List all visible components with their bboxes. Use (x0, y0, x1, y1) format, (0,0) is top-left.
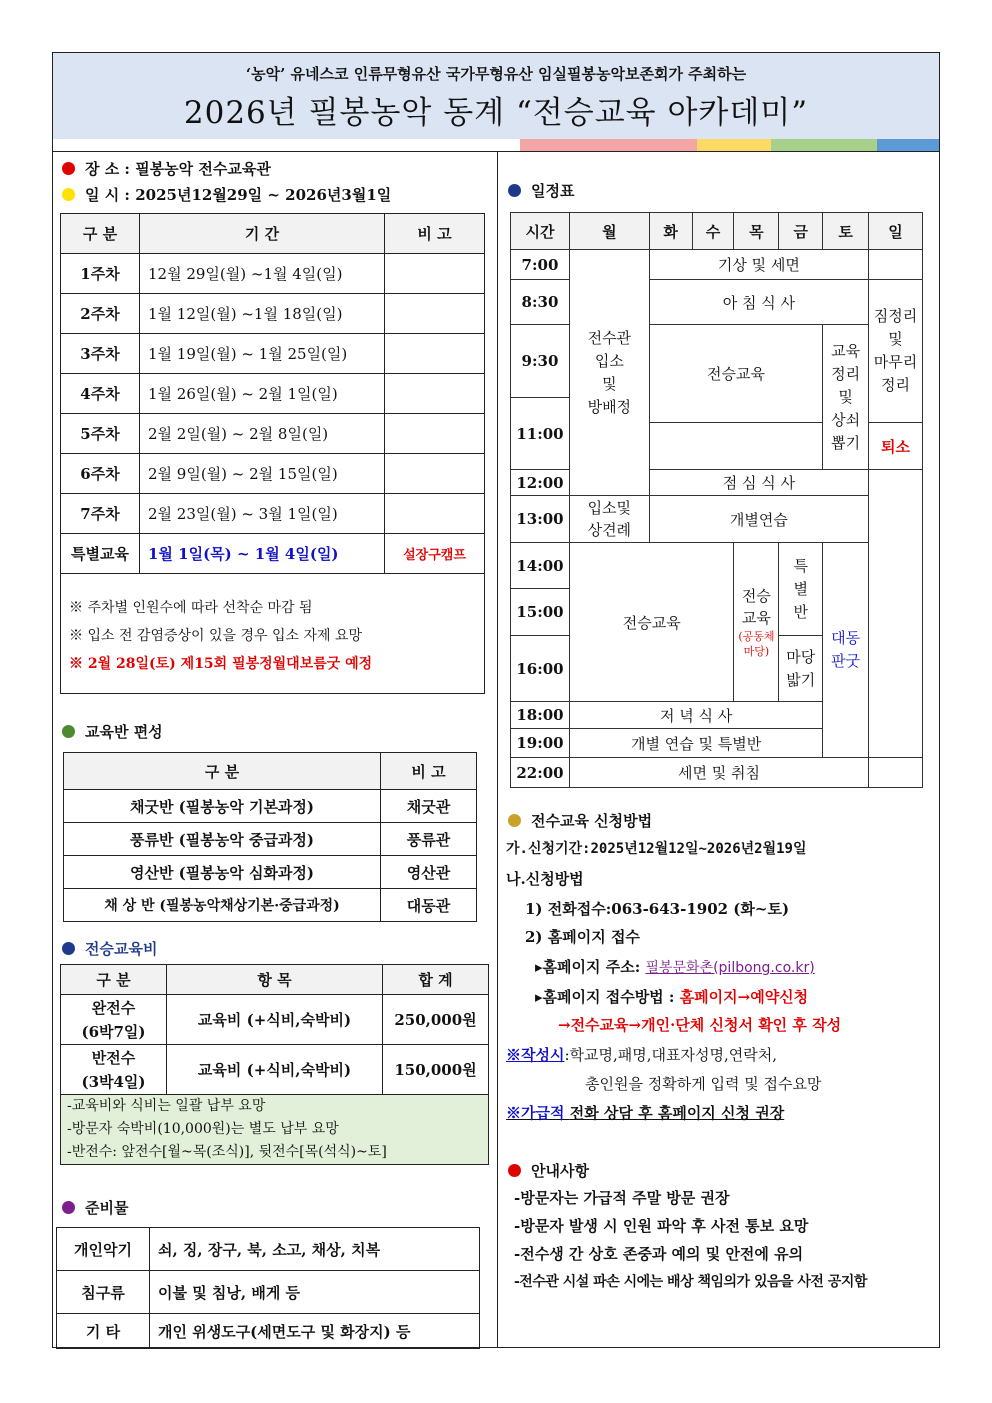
fee-notes (61, 1095, 489, 1165)
note-line: ※ 주차별 인원수에 따라 선착순 마감 됨 (69, 600, 313, 616)
fee-title-text: 전승교육비 (85, 940, 158, 958)
time-cell: 13:00 (511, 496, 570, 543)
period-cell: 1월 1일(목) ~ 1월 4일(일) (140, 534, 385, 574)
color-bar-green (771, 139, 877, 151)
cell-line: 반 (793, 602, 809, 621)
week-cell: 2주차 (61, 294, 140, 334)
fee-section-title (62, 938, 157, 959)
cell-line: 상쇠 (831, 410, 861, 429)
fee-notes-row (61, 1095, 489, 1165)
period-cell: 1월 19일(월) ~ 1월 25일(일) (140, 334, 385, 374)
header-divider (53, 151, 939, 152)
table-row (61, 374, 485, 414)
fee-type: 반전수 (91, 1048, 136, 1067)
schedule-header-cell: 일 (869, 213, 923, 250)
class-name-cell: 영산반 (필봉농악 심화과정) (64, 856, 381, 889)
date-value: 2025년12월29일 ~ 2026년3월1일 (135, 186, 392, 204)
schedule-section-title (508, 180, 574, 201)
cell-line: 교육 (741, 609, 771, 627)
table-row (64, 856, 477, 889)
checkin-cell (569, 250, 649, 496)
notice-title-text: 안내사항 (531, 1162, 589, 1180)
cell-line: 전수관 (587, 328, 632, 347)
cell-line: (공동체 (738, 630, 775, 643)
cell-line: 대동 (831, 629, 861, 647)
remark-cell (385, 374, 485, 414)
period-cell: 2월 23일(월) ~ 3월 1일(일) (140, 494, 385, 534)
red-dot-icon (508, 1164, 521, 1177)
sleep-cell: 세면 및 취침 (569, 758, 868, 788)
prep-items-cell: 쇠, 징, 장구, 북, 소고, 채상, 치복 (150, 1228, 480, 1271)
period-cell: 12월 29일(월) ~1월 4일(일) (140, 254, 385, 294)
remark-cell (385, 254, 485, 294)
note-line: -교육비와 식비는 일괄 납부 요망 (67, 1098, 266, 1114)
fee-header-cell: 구 분 (61, 965, 167, 995)
class-hall-cell: 풍류관 (381, 823, 477, 856)
website-link[interactable]: 필봉문화촌(pilbong.co.kr) (645, 960, 815, 976)
class-table (63, 752, 477, 922)
write-label: ※작성시 (506, 1046, 565, 1064)
time-cell: 8:30 (511, 280, 570, 325)
color-bar-pink (520, 139, 697, 151)
fee-item-cell: 교육비 (+식비,숙박비) (167, 995, 383, 1045)
cell-line: 교육 (831, 341, 861, 360)
cell-line: 및 (602, 374, 617, 393)
table-row (61, 1045, 489, 1095)
fee-table (60, 964, 489, 1165)
week-cell: 특별교육 (61, 534, 140, 574)
period-table (60, 213, 485, 694)
prep-title-text: 준비물 (85, 1199, 129, 1217)
table-row (61, 414, 485, 454)
table-row (61, 254, 485, 294)
schedule-table (510, 212, 923, 788)
week-cell: 4주차 (61, 374, 140, 414)
fee-total-cell: 250,000원 (383, 995, 489, 1045)
write-note-line2: 총인원을 정확하게 입력 및 접수요망 (585, 1075, 822, 1093)
apply-period: 가.신청기간:2025년12월12일~2026년2월19일 (506, 841, 807, 857)
time-cell: 12:00 (511, 470, 570, 496)
table-row (61, 995, 489, 1045)
schedule-header-cell: 금 (779, 213, 823, 250)
yellow-dot-icon (62, 188, 75, 201)
table-row (61, 454, 485, 494)
green-dot-icon (62, 725, 75, 738)
week-cell: 1주차 (61, 254, 140, 294)
remark-cell (385, 414, 485, 454)
prep-section-title (62, 1197, 128, 1218)
fee-header-cell: 합 계 (383, 965, 489, 995)
leave-cell: 퇴소 (869, 423, 923, 470)
week-cell: 7주차 (61, 494, 140, 534)
fee-table-header (61, 965, 489, 995)
edu-common-cell (734, 543, 779, 702)
time-cell: 7:00 (511, 250, 570, 280)
cell-line: 마당 (786, 647, 816, 666)
table-row (64, 790, 477, 823)
period-cell: 1월 12일(월) ~1월 18일(일) (140, 294, 385, 334)
note-line: -반전수: 앞전수[월~목(조식)], 뒷전수[목(석식)~토] (67, 1144, 387, 1160)
notice-item: -전수생 간 상호 존중과 예의 및 안전에 유의 (514, 1245, 804, 1263)
schedule-title-text: 일정표 (531, 182, 575, 200)
apply-phone: 1) 전화접수:063-643-1902 (화~토) (525, 900, 790, 918)
class-table-header (64, 753, 477, 790)
table-row (511, 758, 923, 788)
madang-cell (779, 636, 823, 702)
class-name-cell: 풍류반 (필봉농악 중급과정) (64, 823, 381, 856)
class-name-cell: 채 상 반 (필봉농악채상기본·중급과정) (64, 889, 381, 922)
time-cell: 22:00 (511, 758, 570, 788)
remark-cell: 설장구캠프 (385, 534, 485, 574)
recommend-mark: ※가급적 (506, 1104, 565, 1122)
table-row (61, 334, 485, 374)
column-divider (497, 151, 498, 1348)
table-row (57, 1314, 480, 1349)
cell-line: 마무리 (873, 353, 918, 371)
table-row (61, 294, 485, 334)
breakfast-cell: 아 침 식 사 (649, 280, 868, 325)
time-cell: 9:30 (511, 325, 570, 398)
notice-item: -방문자는 가급적 주말 방문 권장 (514, 1189, 730, 1207)
class-header-cell: 비 고 (381, 753, 477, 790)
class-hall-cell: 대동관 (381, 889, 477, 922)
prep-items-cell: 개인 위생도구(세면도구 및 화장지) 등 (150, 1314, 480, 1349)
navy-dot-icon (62, 942, 75, 955)
prep-table (56, 1227, 480, 1349)
sun-tidy-cell (869, 280, 923, 423)
apply-web: 2) 홈페이지 접수 (525, 928, 640, 946)
cell-line: 밟기 (786, 670, 816, 689)
remark-cell (385, 494, 485, 534)
period-notes (61, 574, 485, 694)
cell-line: 뽑기 (831, 433, 861, 452)
week-cell: 6주차 (61, 454, 140, 494)
web-method-step1: 홈페이지→예약신청 (679, 988, 809, 1006)
fee-item-cell: 교육비 (+식비,숙박비) (167, 1045, 383, 1095)
table-row (61, 534, 485, 574)
gold-dot-icon (508, 814, 521, 827)
table-row (64, 889, 477, 922)
note-line: ※ 입소 전 감염증상이 있을 경우 입소 자제 요망 (69, 628, 363, 644)
practice-cell: 개별연습 (649, 496, 868, 543)
fee-total-cell: 150,000원 (383, 1045, 489, 1095)
edu-pm-cell: 전승교육 (569, 543, 734, 702)
time-cell: 14:00 (511, 543, 570, 589)
prep-category-cell: 개인악기 (57, 1228, 150, 1271)
lunch-cell: 점 심 식 사 (649, 470, 868, 496)
period-table-header (61, 214, 485, 254)
apply-title-text: 전수교육 신청방법 (531, 812, 653, 830)
remark-cell (385, 334, 485, 374)
period-cell: 2월 9일(월) ~ 2월 15일(일) (140, 454, 385, 494)
cell-line: 마당) (743, 645, 770, 658)
schedule-header-cell: 시간 (511, 213, 570, 250)
wake-cell: 기상 및 세면 (649, 250, 868, 280)
period-cell: 1월 26일(월) ~ 2월 1일(일) (140, 374, 385, 414)
empty-cell (649, 423, 823, 470)
table-row (511, 496, 923, 543)
date-label: 일 시 : (85, 186, 130, 204)
week-cell: 5주차 (61, 414, 140, 454)
recommend-text: 전화 상담 후 홈페이지 신청 권장 (569, 1104, 785, 1122)
date-line (62, 184, 391, 205)
schedule-header (511, 213, 923, 250)
cell-line: 입소 (594, 351, 624, 370)
cell-line: 정리 (881, 376, 911, 394)
period-notes-row (61, 574, 485, 694)
schedule-header-cell: 화 (649, 213, 692, 250)
purple-dot-icon (62, 1201, 75, 1214)
schedule-header-cell: 토 (823, 213, 869, 250)
cell-line: 및 (888, 330, 903, 348)
edu-am-cell: 전승교육 (649, 325, 823, 423)
write-note-line (506, 1044, 777, 1065)
cell-line: 전승 (741, 587, 771, 605)
time-cell: 19:00 (511, 729, 570, 758)
prep-category-cell: 기 타 (57, 1314, 150, 1349)
schedule-header-cell: 수 (692, 213, 734, 250)
daedong-cell (823, 543, 869, 758)
time-cell: 11:00 (511, 398, 570, 470)
web-address-line (535, 956, 815, 977)
cell-line: 짐정리 (873, 307, 918, 325)
fee-header-cell: 항 목 (167, 965, 383, 995)
header-subtitle: ‘농악’ 유네스코 인류무형유산 국가무형유산 임실필봉농악보존회가 주최하는 (245, 65, 747, 83)
tidy-cell (823, 325, 869, 470)
cell-line: 방배정 (587, 397, 632, 416)
remark-cell (385, 454, 485, 494)
time-cell: 15:00 (511, 589, 570, 636)
evening-cell: 개별 연습 및 특별반 (569, 729, 822, 758)
cell-line: 특 (793, 556, 809, 575)
apply-method: 나.신청방법 (506, 870, 584, 888)
prep-items-cell: 이불 및 침낭, 배게 등 (150, 1271, 480, 1314)
week-cell: 3주차 (61, 334, 140, 374)
notice-section-title (508, 1160, 589, 1181)
note-line: -방문자 숙박비(10,000원)는 별도 납부 요망 (67, 1121, 339, 1137)
web-address-label: ▸홈페이지 주소: (535, 958, 641, 976)
table-row (61, 494, 485, 534)
class-hall-cell: 채굿관 (381, 790, 477, 823)
period-header-cell: 비 고 (385, 214, 485, 254)
navy-dot-icon (508, 184, 521, 197)
color-bar-blue (877, 139, 939, 151)
note-line: ※ 2월 28일(토) 제15회 필봉정월대보름굿 예정 (69, 656, 373, 672)
class-section-title (62, 721, 163, 742)
empty-cell (869, 758, 923, 788)
fee-type: 완전수 (91, 998, 136, 1017)
table-row (64, 823, 477, 856)
fee-duration: (3박4일) (81, 1072, 146, 1091)
recommend-line (506, 1102, 784, 1123)
empty-cell (869, 470, 923, 758)
venue-value: 필봉농악 전수교육관 (135, 160, 271, 178)
class-hall-cell: 영산관 (381, 856, 477, 889)
cell-line: 정리 (831, 364, 861, 383)
cell-line: 및 (838, 387, 853, 406)
prep-category-cell: 침구류 (57, 1271, 150, 1314)
class-header-cell: 구 분 (64, 753, 381, 790)
header-title: 2026년 필봉농악 동계 “전승교육 아카데미” (183, 95, 809, 131)
notice-item: -전수관 시설 파손 시에는 배상 책임의가 있음을 사전 공지함 (514, 1274, 867, 1290)
venue-label: 장 소 : (85, 160, 130, 178)
remark-cell (385, 294, 485, 334)
web-method-step2: →전수교육→개인·단체 신청서 확인 후 작성 (558, 1016, 842, 1034)
class-title-text: 교육반 편성 (85, 723, 163, 741)
table-row (57, 1271, 480, 1314)
table-row (511, 250, 923, 280)
time-cell: 18:00 (511, 702, 570, 729)
fee-duration: (6박7일) (81, 1022, 146, 1041)
web-method-line (535, 986, 808, 1007)
empty-cell (869, 250, 923, 280)
period-header-cell: 구 분 (61, 214, 140, 254)
cell-line: 별 (793, 579, 809, 598)
notice-item: -방문자 발생 시 인원 파악 후 사전 통보 요망 (514, 1217, 809, 1235)
web-method-label: ▸홈페이지 접수방법 : (535, 988, 675, 1006)
schedule-header-cell: 월 (569, 213, 649, 250)
table-row (57, 1228, 480, 1271)
period-header-cell: 기 간 (140, 214, 385, 254)
venue-line (62, 158, 271, 179)
cell-line: 입소및 (587, 499, 632, 517)
cell-line: 판굿 (831, 652, 861, 670)
table-row (511, 543, 923, 589)
time-cell: 16:00 (511, 636, 570, 702)
apply-section-title (508, 810, 652, 831)
special-cell (779, 543, 823, 636)
dinner-cell: 저 녁 식 사 (569, 702, 822, 729)
fee-type-cell (61, 1045, 167, 1095)
fee-type-cell (61, 995, 167, 1045)
schedule-header-cell: 목 (734, 213, 779, 250)
color-bar-yellow (697, 139, 771, 151)
write-text: :학교명,패명,대표자성명,연락처, (564, 1046, 777, 1064)
red-dot-icon (62, 162, 75, 175)
class-name-cell: 채굿반 (필봉농악 기본과정) (64, 790, 381, 823)
header-banner (53, 53, 939, 139)
period-cell: 2월 2일(월) ~ 2월 8일(일) (140, 414, 385, 454)
greet-cell (569, 496, 649, 543)
cell-line: 상견례 (587, 521, 632, 539)
